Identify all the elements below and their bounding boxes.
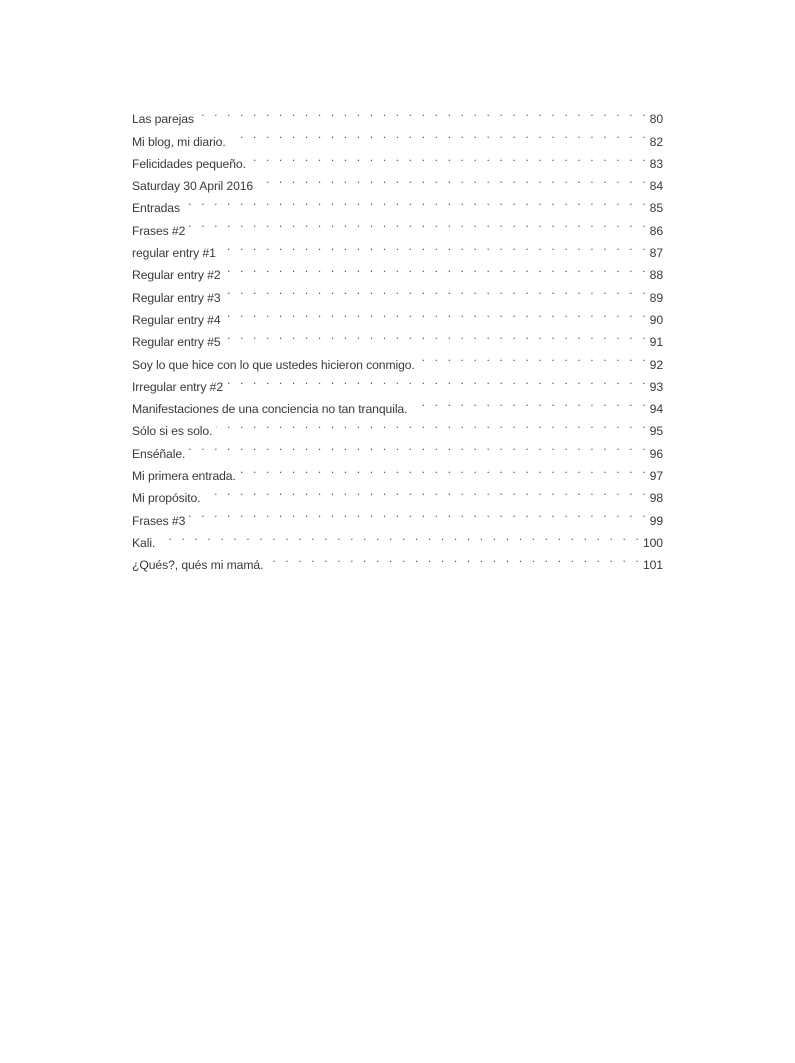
toc-leader-dots bbox=[250, 146, 649, 168]
toc-entry-page: 80 bbox=[649, 112, 663, 127]
toc-entry-page: 89 bbox=[649, 290, 663, 305]
toc-entry-title: Mi propósito. bbox=[132, 491, 201, 506]
toc-entry-title: Regular entry #4 bbox=[132, 312, 221, 327]
toc-entry bbox=[132, 525, 663, 550]
toc-entry-title: Felicidades pequeño. bbox=[132, 156, 246, 171]
toc-entry-title: Manifestaciones de una conciencia no tan tranquila. bbox=[132, 402, 408, 417]
toc-entry-page: 100 bbox=[642, 535, 663, 550]
toc-entry bbox=[132, 101, 663, 127]
toc-entry-title: Regular entry #3 bbox=[132, 290, 221, 305]
toc-leader-dots bbox=[411, 391, 648, 413]
toc-leader-dots bbox=[159, 525, 642, 547]
toc-entry bbox=[132, 435, 663, 461]
toc-entry bbox=[132, 480, 663, 506]
toc-leader-dots bbox=[220, 235, 649, 257]
toc-entry-page: 83 bbox=[649, 156, 663, 171]
toc-entry-page: 101 bbox=[642, 558, 663, 573]
toc-leader-dots bbox=[230, 123, 649, 145]
toc-entry-page: 84 bbox=[649, 179, 663, 194]
toc-entry-title: Frases #3 bbox=[132, 513, 186, 528]
toc-entry-page: 91 bbox=[649, 335, 663, 350]
toc-entry-title: Kali. bbox=[132, 535, 156, 550]
toc-leader-dots bbox=[227, 369, 649, 391]
toc-entry-title: Irregular entry #2 bbox=[132, 379, 224, 394]
toc-entry bbox=[132, 190, 663, 216]
toc-leader-dots bbox=[267, 547, 642, 569]
toc-entry-page: 82 bbox=[649, 134, 663, 149]
toc-entry bbox=[132, 123, 663, 149]
toc-entry-page: 99 bbox=[649, 513, 663, 528]
toc-entry-title: Enséñale. bbox=[132, 446, 186, 461]
toc-entry-page: 85 bbox=[649, 201, 663, 216]
toc-entry-page: 94 bbox=[649, 402, 663, 417]
toc-leader-dots bbox=[419, 346, 649, 368]
toc-entry bbox=[132, 235, 663, 261]
toc-entry bbox=[132, 212, 663, 238]
toc-leader-dots bbox=[189, 435, 648, 457]
toc-leader-dots bbox=[225, 257, 649, 279]
toc-entry-title: Saturday 30 April 2016 bbox=[132, 179, 254, 194]
toc-leader-dots bbox=[225, 324, 649, 346]
toc-entry-page: 93 bbox=[649, 379, 663, 394]
toc-leader-dots bbox=[225, 279, 649, 301]
toc-entry-page: 86 bbox=[649, 223, 663, 238]
toc-leader-dots bbox=[257, 168, 649, 190]
toc-entry-page: 92 bbox=[649, 357, 663, 372]
toc-entry-title: Soy lo que hice con lo que ustedes hicieron conmigo. bbox=[132, 357, 415, 372]
toc-entry-page: 96 bbox=[649, 446, 663, 461]
toc-leader-dots bbox=[189, 212, 648, 234]
toc-leader-dots bbox=[189, 502, 648, 524]
toc-leader-dots bbox=[225, 302, 649, 324]
toc-entry-title: Mi blog, mi diario. bbox=[132, 134, 226, 149]
toc-leader-dots bbox=[198, 101, 649, 123]
toc-entry-page: 87 bbox=[649, 246, 663, 261]
toc-entry-title: Regular entry #5 bbox=[132, 335, 221, 350]
toc-entry-page: 98 bbox=[649, 491, 663, 506]
toc-entry-title: regular entry #1 bbox=[132, 246, 216, 261]
toc-entry-title: Mi primera entrada. bbox=[132, 469, 236, 484]
toc-entry-title: Las parejas bbox=[132, 112, 194, 127]
toc-entry bbox=[132, 458, 663, 484]
toc-entry-title: Regular entry #2 bbox=[132, 268, 221, 283]
toc-entry bbox=[132, 547, 663, 573]
toc-entry-title: ¿Qués?, qués mi mamá. bbox=[132, 558, 264, 573]
toc-leader-dots bbox=[240, 458, 649, 480]
toc-entry-page: 97 bbox=[649, 469, 663, 484]
toc-entry-title: Entradas bbox=[132, 201, 180, 216]
toc-leader-dots bbox=[216, 413, 648, 435]
toc-entry-title: Frases #2 bbox=[132, 223, 186, 238]
toc-entry-page: 90 bbox=[649, 312, 663, 327]
toc-entry bbox=[132, 502, 663, 528]
toc-leader-dots bbox=[204, 480, 648, 502]
table-of-contents bbox=[132, 101, 663, 573]
toc-entry-page: 88 bbox=[649, 268, 663, 283]
toc-entry-title: Sólo si es solo. bbox=[132, 424, 213, 439]
toc-entry-page: 95 bbox=[649, 424, 663, 439]
toc-leader-dots bbox=[184, 190, 649, 212]
